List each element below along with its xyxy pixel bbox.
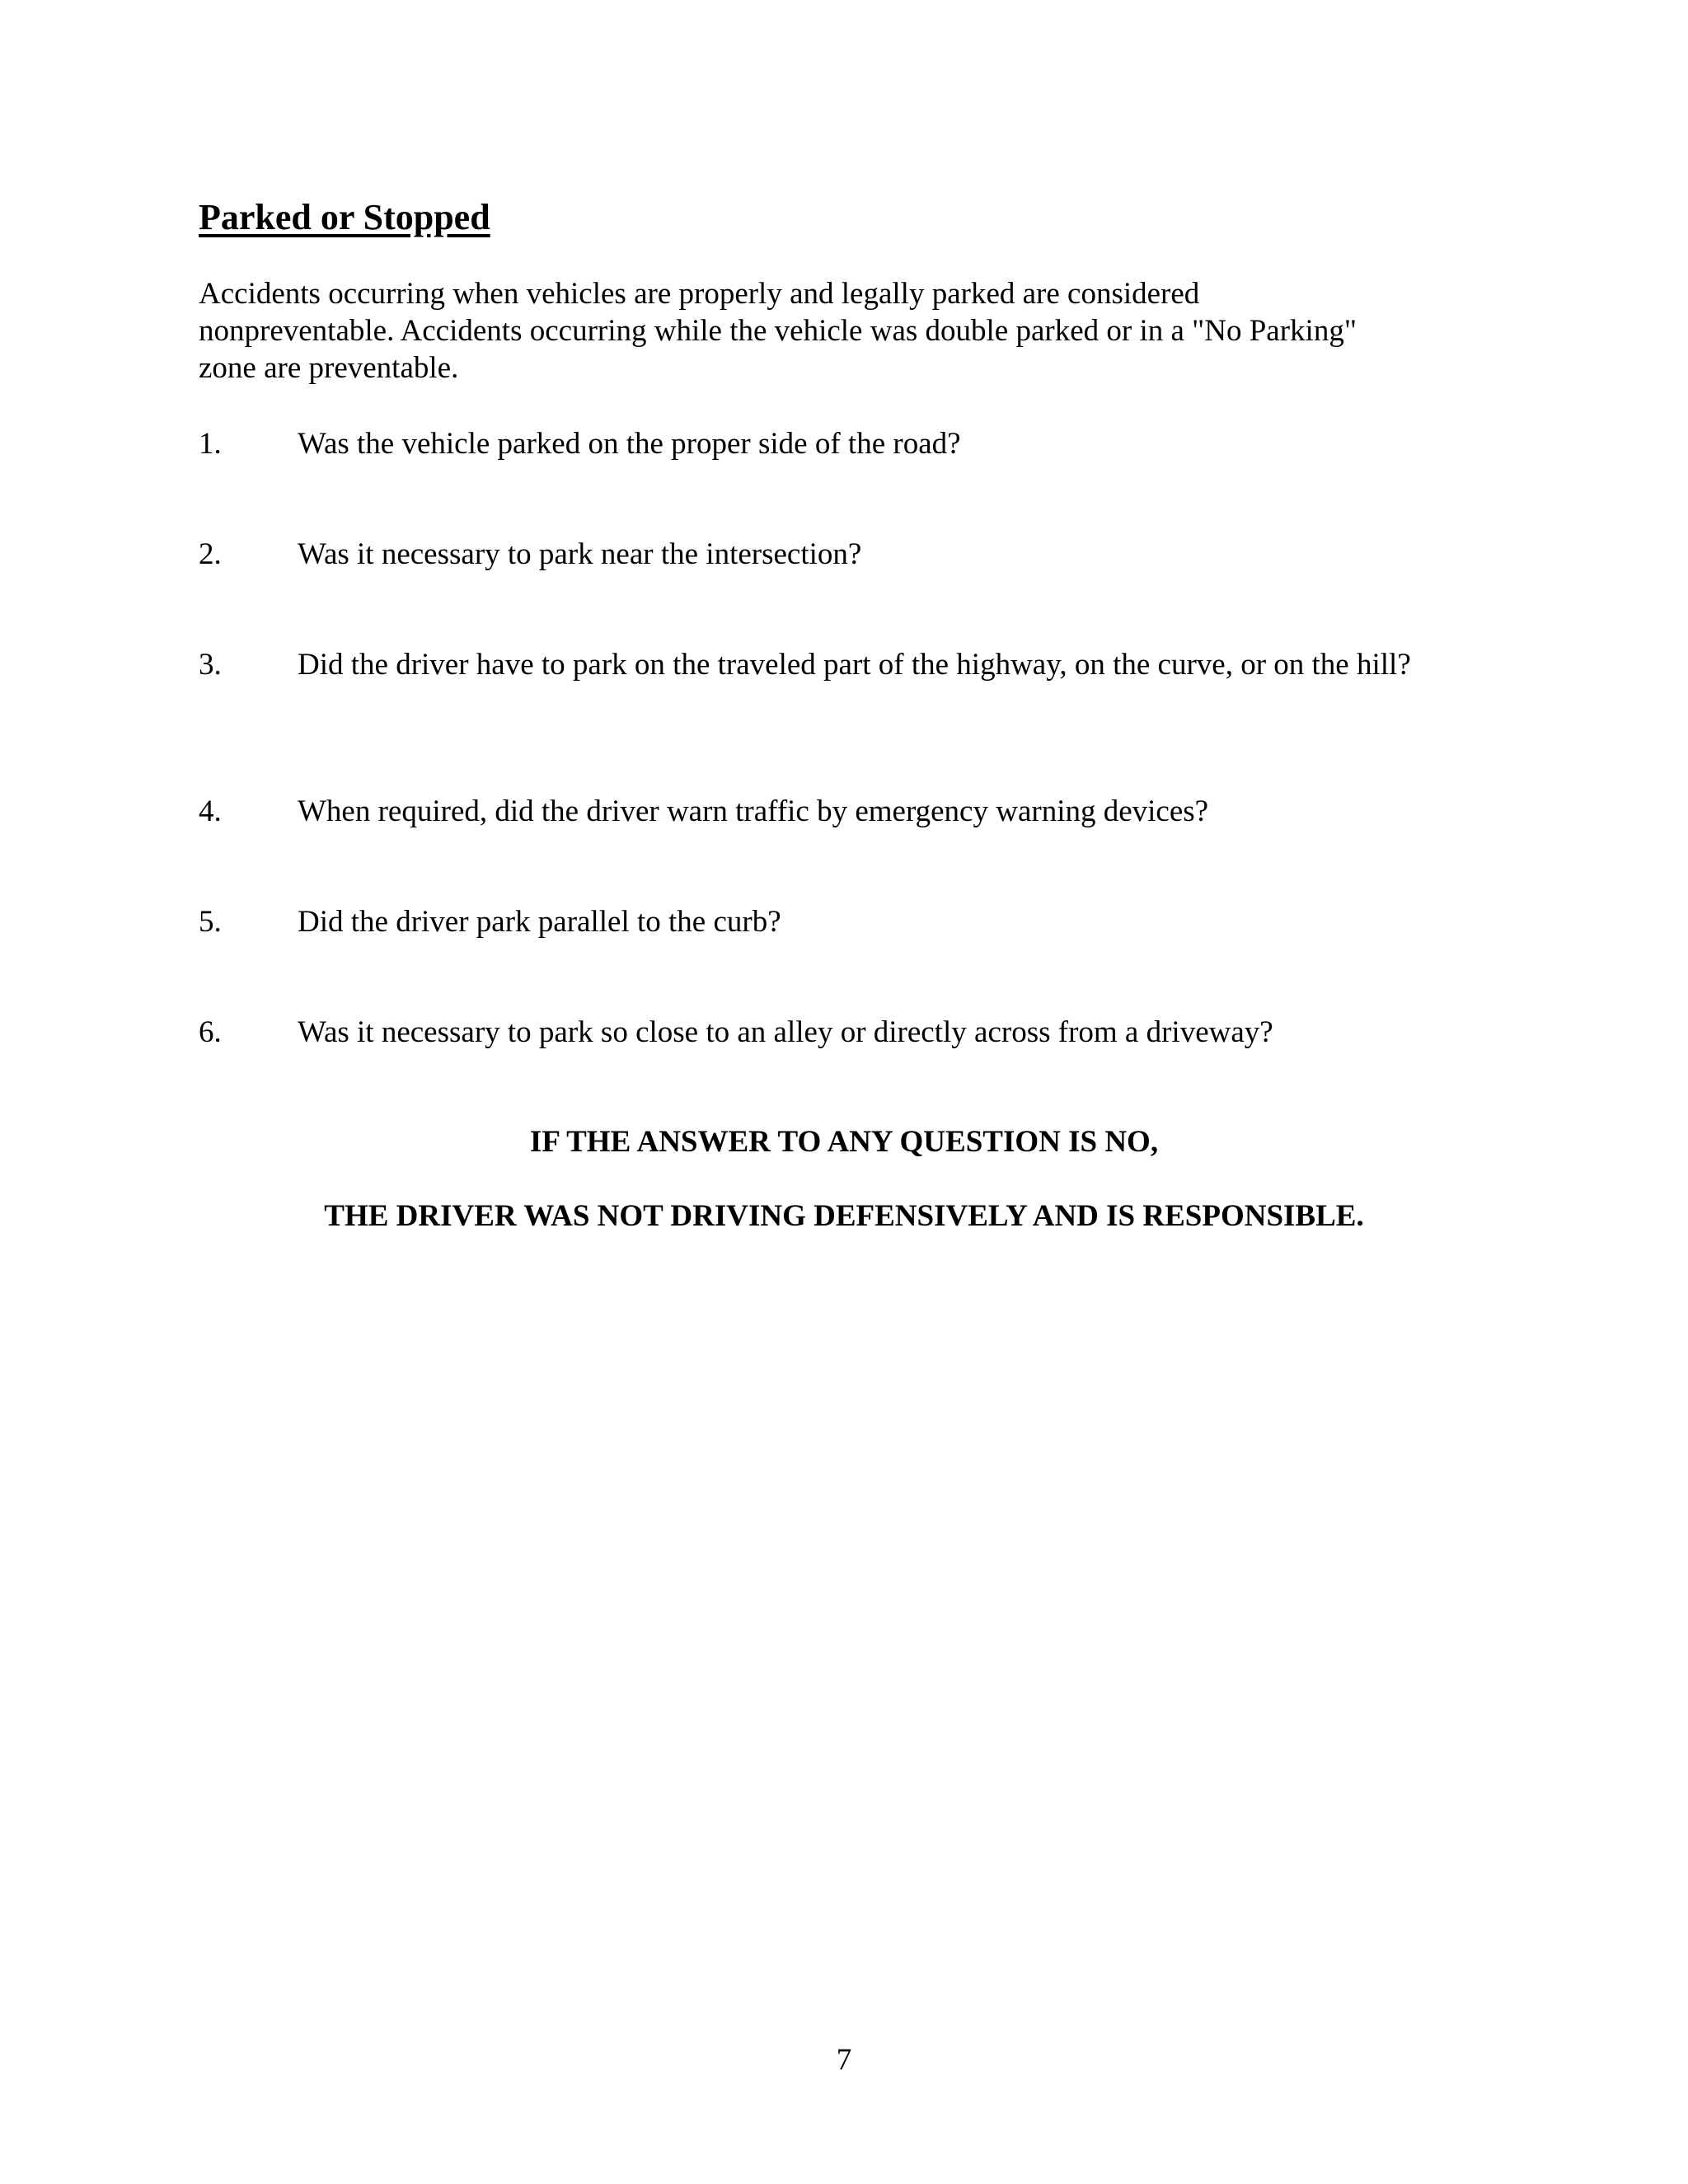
question-text: Was it necessary to park near the intersection? <box>298 537 862 571</box>
question-number: 6. <box>199 1015 222 1049</box>
question-number: 3. <box>199 648 222 682</box>
question-number: 4. <box>199 794 222 828</box>
conclusion-line-2: THE DRIVER WAS NOT DRIVING DEFENSIVELY AND IS RESPONSIBLE. <box>324 1199 1364 1233</box>
conclusion-line-1: IF THE ANSWER TO ANY QUESTION IS NO, <box>529 1125 1159 1159</box>
question-text: Was it necessary to park so close to an alley or directly across from a driveway? <box>298 1015 1273 1049</box>
intro-line-1: Accidents occurring when vehicles are properly and legally parked are considered <box>199 277 1200 311</box>
intro-line-3: zone are preventable. <box>199 351 459 385</box>
question-text: When required, did the driver warn traffic by emergency warning devices? <box>298 794 1209 828</box>
question-text: Did the driver park parallel to the curb? <box>298 905 781 939</box>
question-item-4 <box>199 793 1493 830</box>
question-item-1 <box>199 425 1493 462</box>
question-item-6 <box>199 1014 1493 1051</box>
question-text: Was the vehicle parked on the proper side of the road? <box>298 427 961 461</box>
intro-line-2: nonpreventable. Accidents occurring while the vehicle was double parked or in a "No Parking" <box>199 314 1357 348</box>
question-text: Did the driver have to park on the traveled part of the highway, on the curve, or on the hill? <box>298 648 1411 682</box>
question-number: 5. <box>199 905 222 939</box>
question-number: 2. <box>199 537 222 571</box>
page-number: 7 <box>836 2043 852 2077</box>
question-item-3 <box>199 646 1493 683</box>
intro-paragraph <box>199 275 1484 387</box>
question-item-5 <box>199 903 1493 940</box>
question-number: 1. <box>199 427 222 461</box>
section-title: Parked or Stopped <box>199 197 490 237</box>
question-item-2 <box>199 536 1493 573</box>
